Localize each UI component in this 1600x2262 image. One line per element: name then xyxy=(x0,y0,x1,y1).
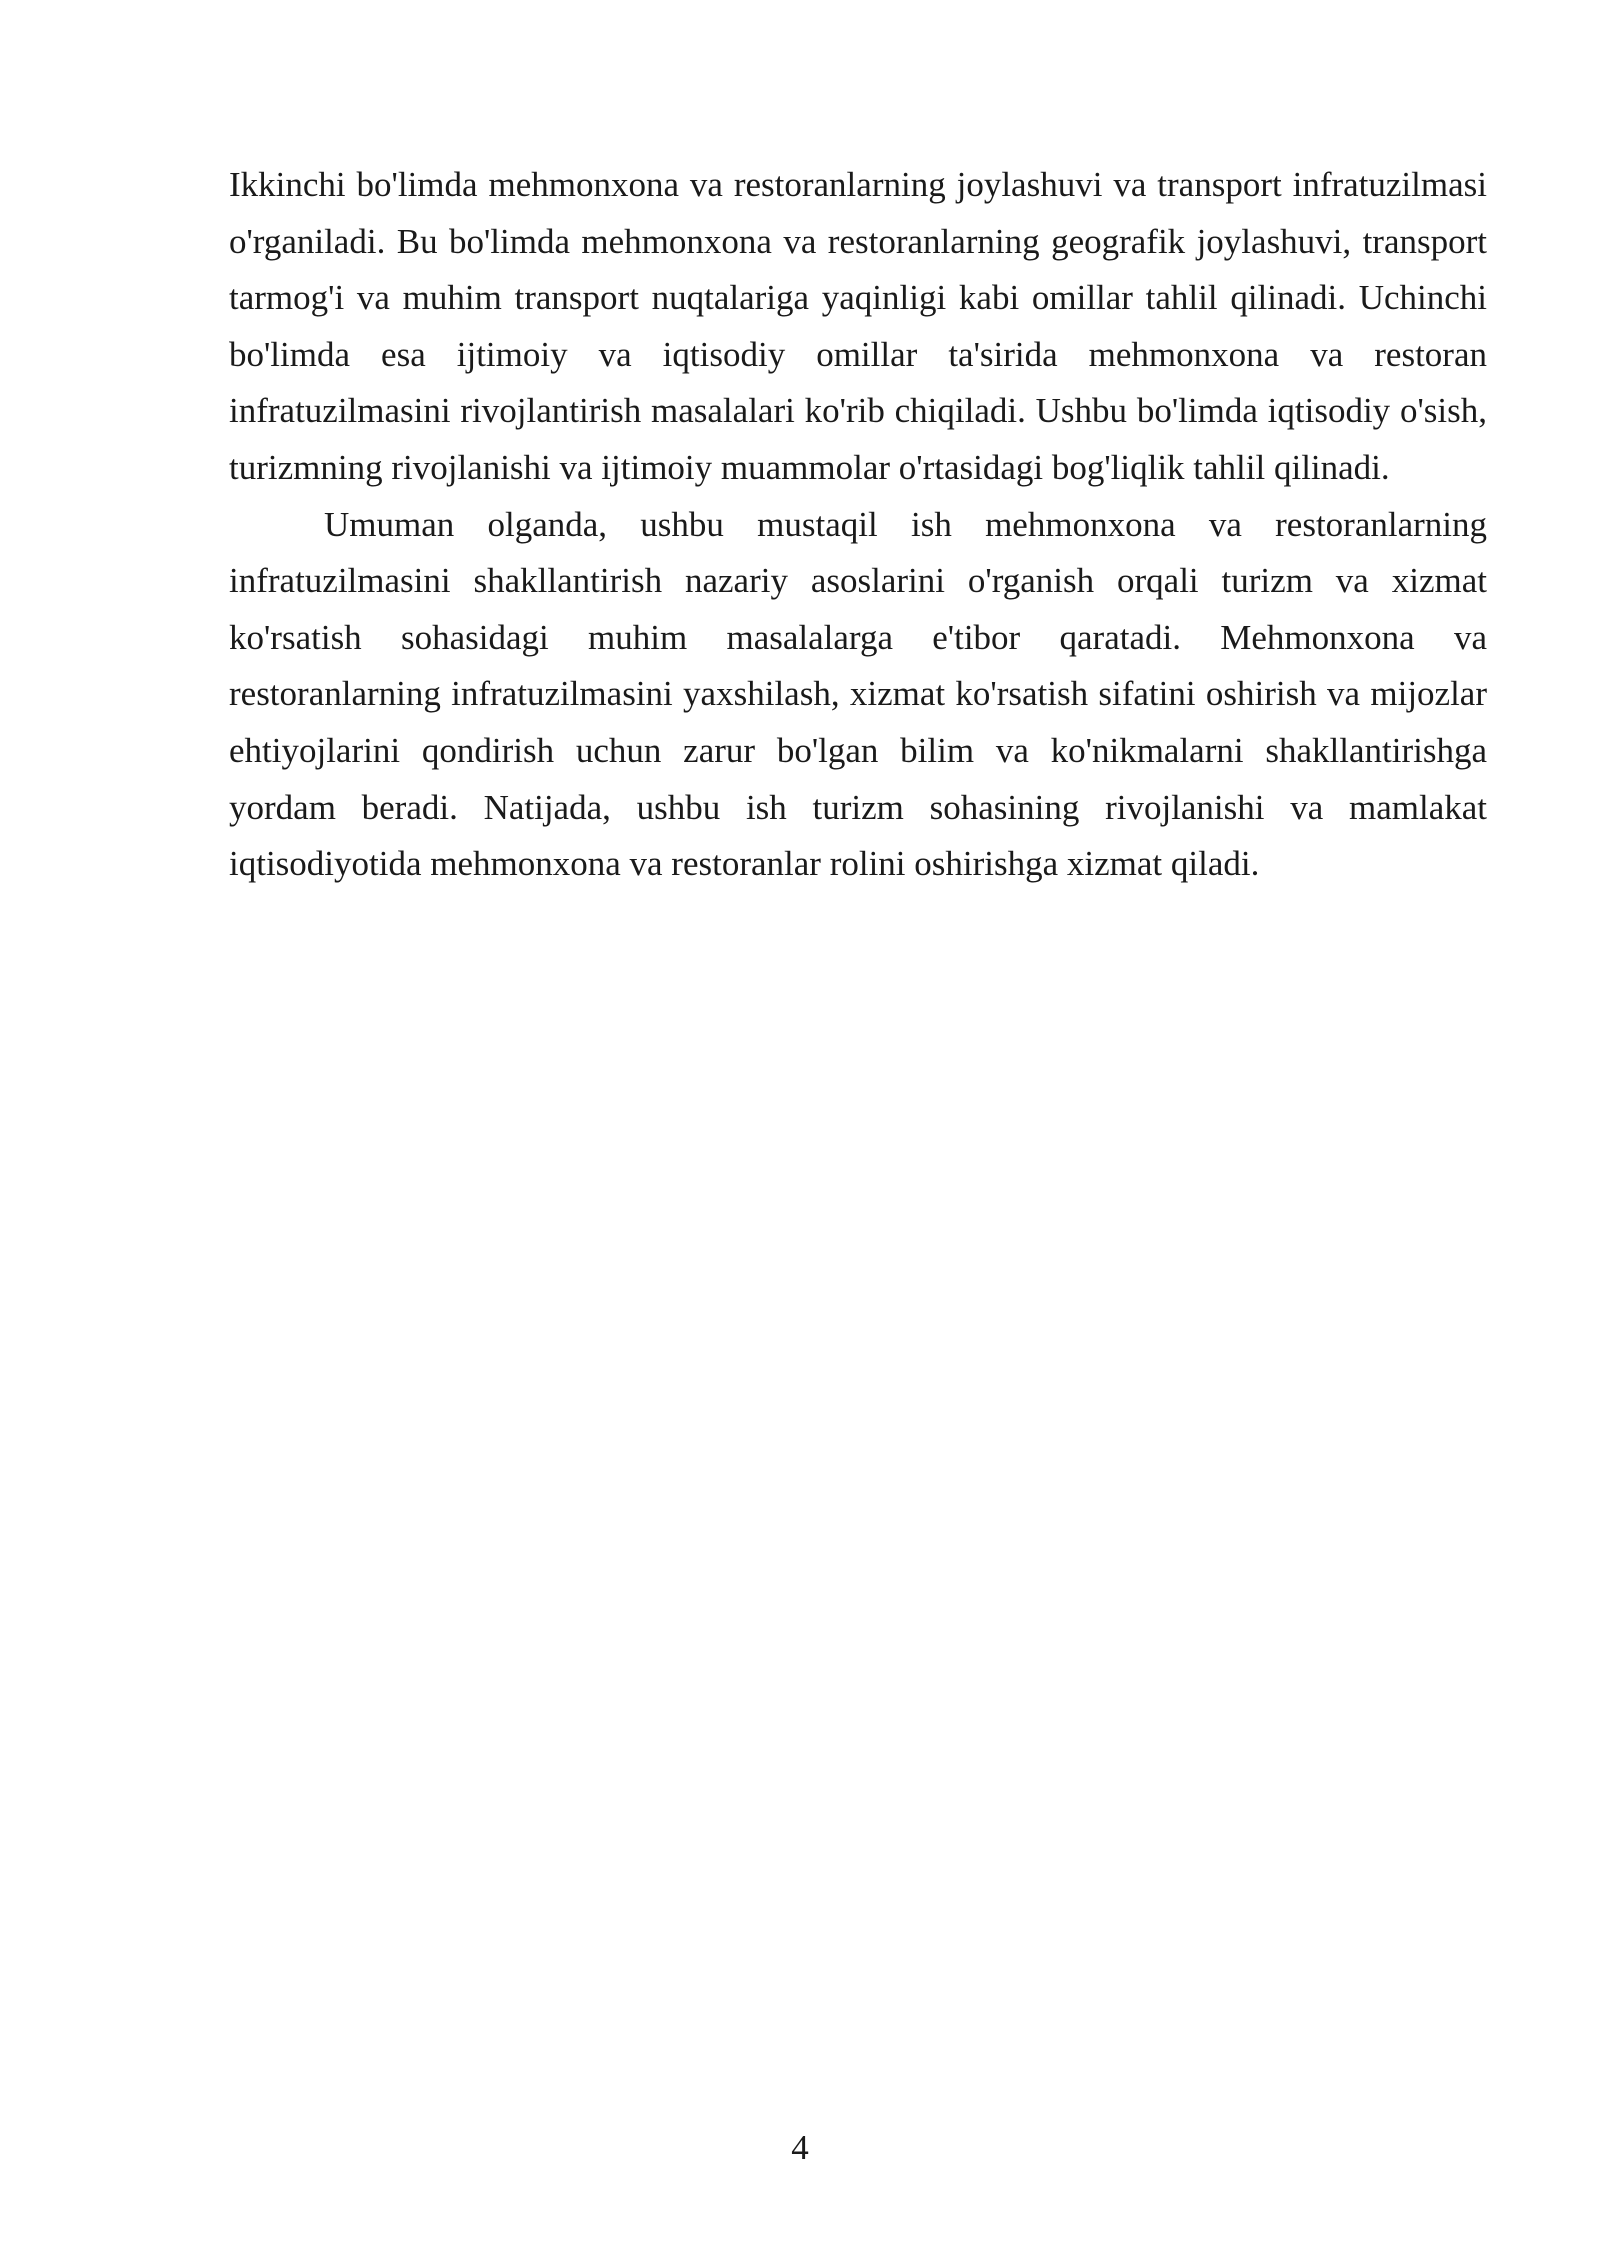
page-number: 4 xyxy=(791,2128,809,2167)
paragraph-conclusion: Umuman olganda, ushbu mustaqil ish mehmonxona va restoranlarning infratuzilmasini shakllantirish nazariy asoslarini o'rganish orqali turizm va xizmat ko'rsatish sohasidagi muhim masalalarga e'tibor qaratadi. Mehmonxona va restoranlarning infratuzilmasini yaxshilash, xizmat ko'rsatish sifatini oshirish va mijozlar ehtiyojlarini qondirish uchun zarur bo'lgan bilim va ko'nikmalarni shakllantirishga yordam beradi. Natijada, ushbu ish turizm sohasining rivojlanishi va mamlakat iqtisodiyotida mehmonxona va restoranlar rolini oshirishga xizmat qiladi. xyxy=(229,504,1487,884)
paragraph-sections-overview: Ikkinchi bo'limda mehmonxona va restoranlarning joylashuvi va transport infratuzilmasi o'rganiladi. Bu bo'limda mehmonxona va restoranlarning geografik joylashuvi, transport tarmog'i va muhim transport nuqtalariga yaqinligi kabi omillar tahlil qilinadi. Uchinchi bo'limda esa ijtimoiy va iqtisodiy omillar ta'sirida mehmonxona va restoran infratuzilmasini rivojlantirish masalalari ko'rib chiqiladi. Ushbu bo'limda iqtisodiy o'sish, turizmning rivojlanishi va ijtimoiy muammolar o'rtasidagi bog'liqlik tahlil qilinadi. xyxy=(229,165,1487,487)
body-text xyxy=(229,157,1487,893)
